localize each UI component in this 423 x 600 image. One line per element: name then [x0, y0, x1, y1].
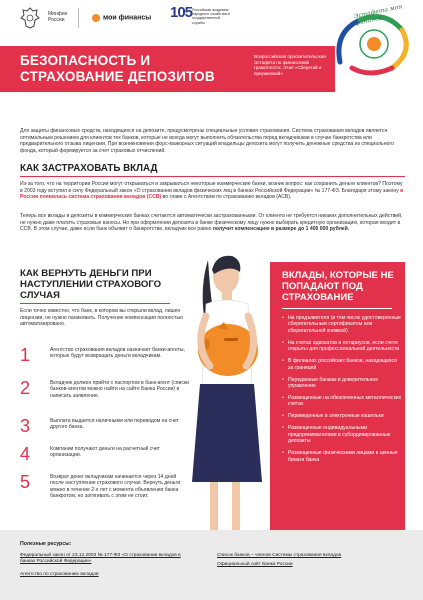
section-heading-how-to-insure: КАК ЗАСТРАХОВАТЬ ВКЛАД [20, 163, 158, 174]
step-item [20, 380, 190, 410]
list-item: • Переведенные в электронные кошельки [282, 413, 402, 419]
step-number: 2 [20, 378, 31, 398]
logo-divider [78, 8, 79, 28]
banner-subtitle: Всероссийская просветительская Эстафета по финансовой грамотности. Этап «Сберегай и приумножай» [254, 54, 326, 77]
title-banner [0, 46, 335, 92]
link-member-banks-list[interactable]: Список банков – членов Системы страхования вкладов [217, 553, 342, 558]
step-item [20, 446, 190, 476]
step-number: 3 [20, 416, 31, 436]
moi-finance-dot-icon [92, 14, 100, 22]
list-item: • В филиалах российских банков, находящихся за границей [282, 358, 402, 371]
link-federal-law[interactable]: Федеральный закон от 23.12.2003 № 177-ФЗ «О страховании вкладов в банках Российской Федерации» [20, 553, 181, 564]
section-divider [20, 303, 170, 304]
highlight-ssv: в России появилась система страхования вкладов (ССВ) [20, 187, 404, 201]
list-item: • На счетах адвокатов и нотариусов, если счете открыты для профессиональной деятельности [282, 340, 402, 353]
list-item: • Размещенные индивидуальными предпринимателями в субординированные депозиты [282, 425, 402, 444]
page-title: БЕЗОПАСНОСТЬ И СТРАХОВАНИЕ ДЕПОЗИТОВ [20, 53, 215, 84]
step-text: Вкладчик должен прийти с паспортом в банк-агент (списки банков-агентов можно найти на сайте Банка России) и написать заявление. [50, 380, 189, 399]
step-text: Компании получают деньги на расчетный счет организации. [50, 446, 160, 459]
relay-brand-label: Эстафета моя финансы [353, 3, 403, 28]
how-paragraph-1: Из-за того, что на территории России могут открываться и закрываться некоторые коммерческие банки, возник вопрос: как сохранить деньги клиентов? Поэтому в 2003 году вступил в силу Федеральный закон «О страховании вкладов физических лиц в банках Российской Федерации» № 177-ФЗ. Благодаря этому закону в России появилась система страхования вкладов (ССВ) во главе с Агентством по страхованию вкладов (АСВ). [20, 181, 404, 201]
list-item: • Размещенные на обезличенных металлических счетах [282, 395, 402, 408]
step-item [20, 347, 190, 377]
not-insured-list [282, 315, 402, 469]
list-item: • Размещенные физическими лицами в ценные бумаги банка [282, 450, 402, 463]
step-number: 5 [20, 472, 31, 492]
step-number: 4 [20, 444, 31, 464]
section-divider [20, 176, 405, 177]
step-text: Возврат денег вкладчикам начинается через 14 дней после наступления страхового случая. Вернуть деньги можно в течение 2-х лет с момента объявления банка банкротом, но затягивать с этим не стоит. [50, 474, 181, 500]
return-intro: Если точно известно, что банк, в котором вы открыли вклад, лишен лицензии, не нужно паниковать. Получение компенсации полностью автоматизировано. [20, 308, 183, 328]
list-item: • На предъявителя (в том числе удостоверенные сберегательным сертификатом или сберегательной книжкой) [282, 315, 402, 334]
step-item [20, 418, 190, 448]
header-logos [0, 0, 423, 44]
list-item: • Переданные банкам в доверительное управление [282, 377, 402, 390]
moi-finance-logo: мои финансы [92, 9, 151, 27]
woman-with-piggybank-illustration [170, 246, 280, 546]
highlight-compensation: получит компенсацию в размере до 1 400 000 рублей. [212, 226, 350, 233]
minfin-label: Минфин России [48, 11, 68, 23]
how-paragraph-2: Теперь все вклады и депозиты в коммерческих банках считаются автоматически застрахованными. От клиента не требуется никаких дополнительных действий, не нужно даже платить страховые взносы. Но при оформлении депозита в банке физическому лицу нужно выбирать кредитную организацию, которая входит в ССВ. В этом случае, даже если банк объявит о банкротстве, вкладчик все равно получит компенсацию в размере до 1 400 000 рублей. [20, 213, 403, 233]
step-text: Агентство страхования вкладов назначает банки-агенты, которые будут возвращать деньги вкладчикам. [50, 347, 185, 360]
ranepa-logo: 105 Российская академия народного хозяйства и государственной службы [170, 4, 230, 25]
footer-resources [0, 530, 423, 600]
panel-divider [282, 308, 392, 309]
link-deposit-insurance-agency[interactable]: Агентство по страхованию вкладов [20, 572, 99, 577]
not-insured-panel [270, 262, 405, 534]
not-insured-heading: ВКЛАДЫ, КОТОРЫЕ НЕ ПОПАДАЮТ ПОД СТРАХОВАНИЕ [282, 270, 394, 303]
section-heading-return-money: КАК ВЕРНУТЬ ДЕНЬГИ ПРИ НАСТУПЛЕНИИ СТРАХОВОГО СЛУЧАЯ [20, 268, 162, 301]
russian-emblem-icon [20, 6, 40, 30]
step-number: 1 [20, 345, 31, 365]
step-item [20, 474, 190, 504]
link-bank-of-russia-site[interactable]: Официальный сайт Банка России [217, 562, 293, 567]
step-text: Выплата выдается наличными или переводом на счет другого банка. [50, 418, 179, 431]
intro-paragraph: Для защиты финансовых средств, находящихся на депозите, предусмотрены специальные условия страхования. Система страхования вкладов является оптимальным решением для клиентов тех банков, которые не всегда могут выполнить обязательства перед вкладчиками в случае банкротства или предварительного отзыва лицензии. При возникновении форс-мажорных ситуаций владельцы депозита могут получить денежные средства из специального фонда, который формируется за счет страховых отчислений. [20, 128, 394, 154]
footer-title: Полезные ресурсы: [20, 541, 72, 547]
